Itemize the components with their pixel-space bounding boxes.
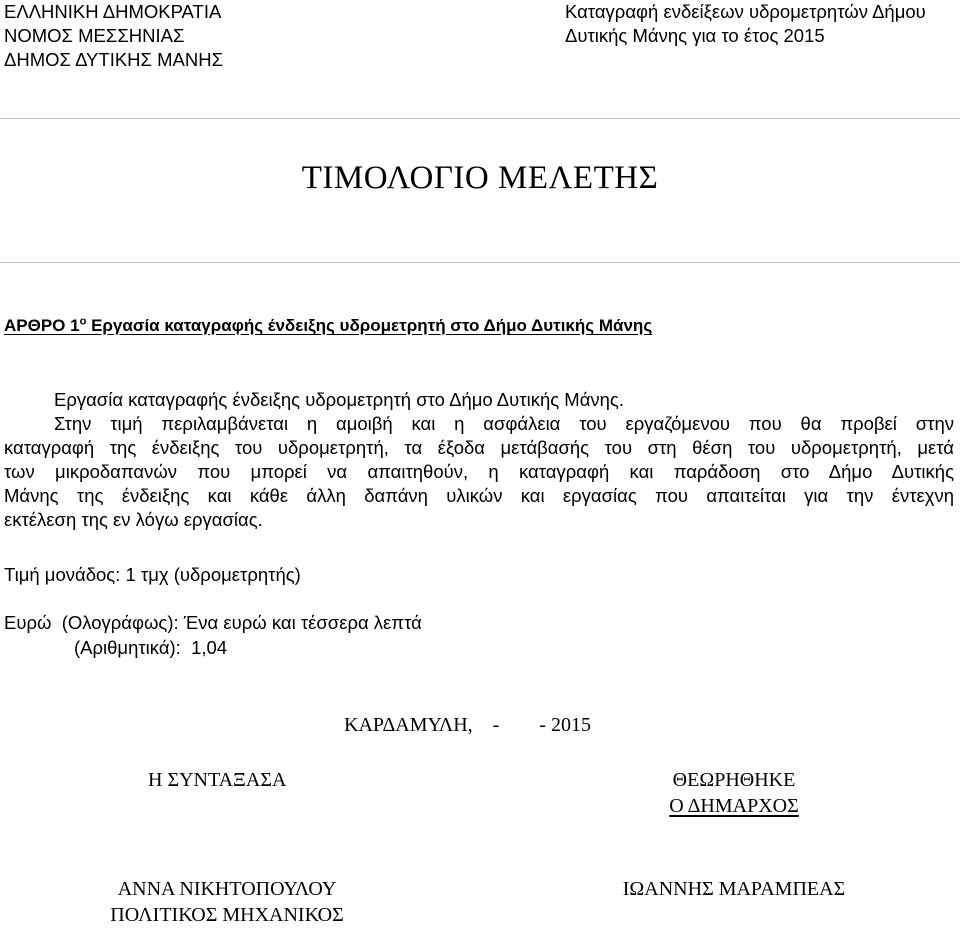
author-name: ΑΝΝΑ ΝΙΚΗΤΟΠΟΥΛΟΥ	[117, 878, 337, 900]
paragraph-line: καταγραφή της ένδειξης του υδρομετρητή, τα έξοδα μετάβασής του στη θέση του υδρομετρητή, μετά	[4, 437, 954, 458]
header-divider	[0, 118, 960, 119]
mayor-title: Ο ΔΗΜΑΡΧΟΣ	[669, 795, 799, 817]
article-heading	[4, 316, 652, 336]
paragraph-line: εκτέλεση της εν λόγω εργασίας.	[4, 509, 263, 530]
place-date: ΚΑΡΔΑΜΥΛΗ, - - 2015	[344, 714, 591, 736]
mayor-name: ΙΩΑΝΝΗΣ ΜΑΡΑΜΠΕΑΣ	[622, 878, 846, 900]
header-prefecture: ΝΟΜΟΣ ΜΕΣΣΗΝΙΑΣ	[4, 25, 185, 46]
author-role: Η ΣΥΝΤΑΞΑΣΑ	[148, 769, 287, 791]
intro-text: Εργασία καταγραφής ένδειξης υδρομετρητή στο Δήμο Δυτικής Μάνης.	[54, 389, 624, 410]
header-municipality: ΔΗΜΟΣ ΔΥΤΙΚΗΣ ΜΑΝΗΣ	[4, 49, 224, 70]
header-left	[4, 0, 223, 72]
paragraph-line: των μικροδαπανών που μπορεί να απαιτηθούν, η καταγραφή και παράδοση στο Δήμο Δυτικής	[4, 461, 954, 482]
approval-status: ΘΕΩΡΗΘΗΚΕ	[672, 769, 796, 791]
title-divider	[0, 262, 960, 263]
paragraph-line: Μάνης της ένδειξης και κάθε άλλη δαπάνη υλικών και εργασίας που απαιτείται για την έντεχνη	[4, 485, 954, 506]
header-right	[565, 0, 926, 48]
header-project-line2: Δυτικής Μάνης για το έτος 2015	[565, 25, 825, 46]
article-title: Εργασία καταγραφής ένδειξης υδρομετρητή στο Δήμο Δυτικής Μάνης	[91, 316, 653, 335]
paragraph-line: Στην τιμή περιλαμβάνεται η αμοιβή και η ασφάλεια του εργαζόμενου που θα προβεί στην	[54, 413, 954, 434]
description-paragraph	[4, 412, 954, 532]
page-title: ΤΙΜΟΛΟΓΙΟ ΜΕΛΕΤΗΣ	[301, 160, 659, 196]
author-signature-block	[87, 876, 367, 928]
approval-block	[594, 767, 874, 819]
price-words: Ευρώ (Ολογράφως): Ένα ευρώ και τέσσερα λεπτά	[4, 612, 422, 633]
article-number: ΑΡΘΡΟ 1	[4, 316, 80, 335]
header-project-line1: Καταγραφή ενδείξεων υδρομετρητών Δήμου	[565, 1, 926, 22]
author-title: ΠΟΛΙΤΙΚΟΣ ΜΗΧΑΝΙΚΟΣ	[110, 904, 344, 926]
header-country: ΕΛΛΗΝΙΚΗ ΔΗΜΟΚΡΑΤΙΑ	[4, 1, 222, 22]
price-numeric: (Αριθμητικά): 1,04	[74, 637, 228, 658]
article-superscript: ο	[79, 315, 87, 328]
unit-text: Τιμή μονάδος: 1 τμχ (υδρομετρητής)	[4, 564, 301, 585]
